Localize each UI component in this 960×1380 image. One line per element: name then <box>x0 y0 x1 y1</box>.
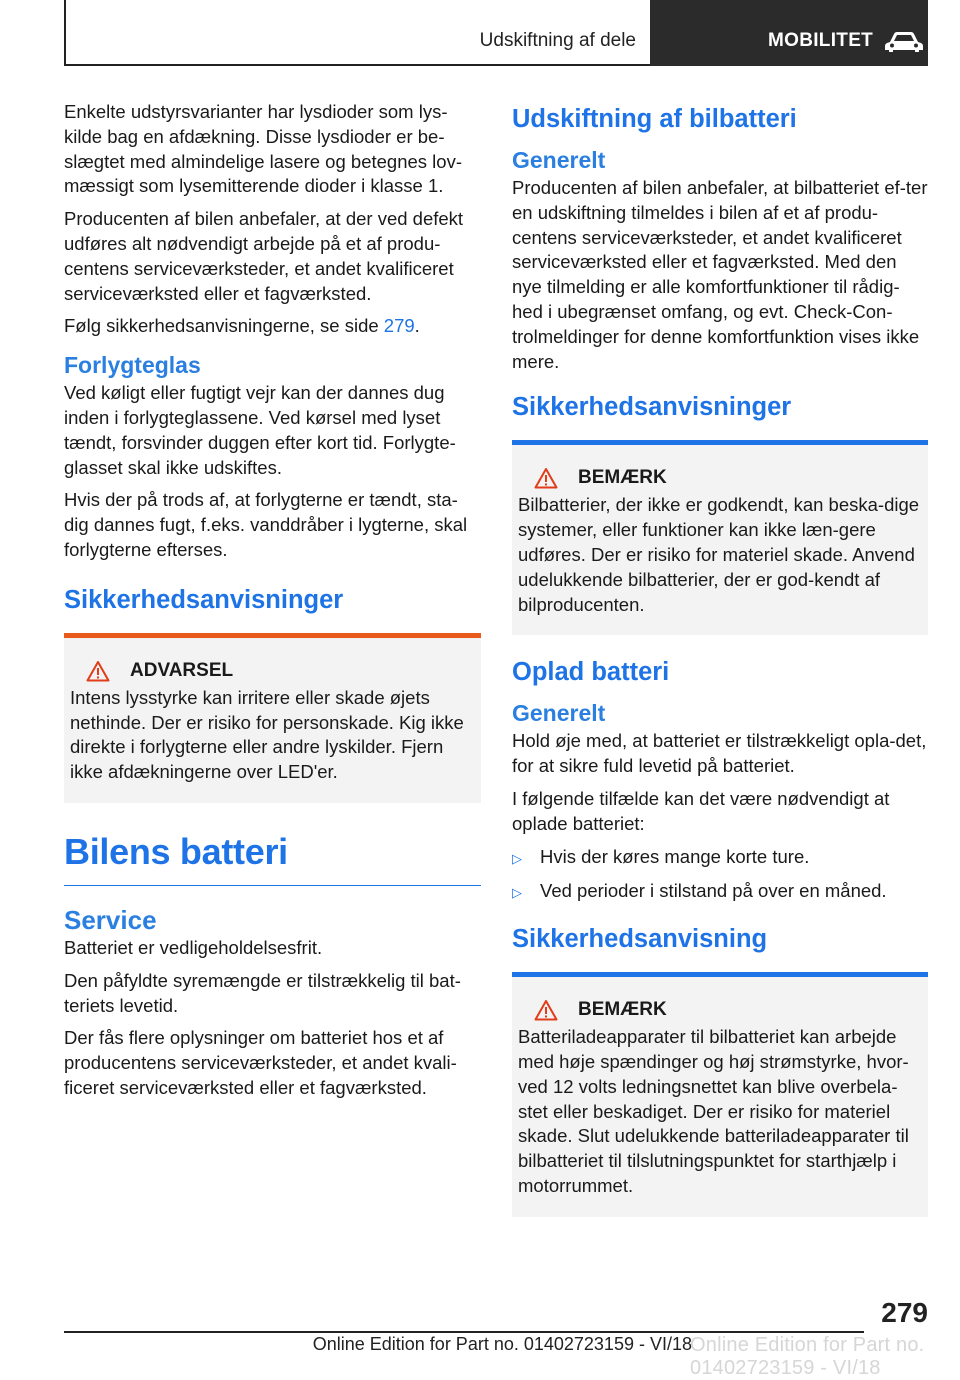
footer-divider <box>64 1331 864 1333</box>
paragraph: Batteriet er vedligeholdelsesfrit. <box>64 936 323 958</box>
left-column <box>64 100 481 1109</box>
notice-box <box>512 440 928 635</box>
paragraph: Producenten af bilen anbefaler, at der ved defekt udføres alt nødvendigt arbejde på et af produ-centens serviceværksteder, et andet kvalificeret serviceværksted eller et fagværksted. <box>64 208 464 304</box>
page-number: 279 <box>881 1297 928 1328</box>
subheading-generelt: Generelt <box>512 700 606 727</box>
paragraph: Der fås flere oplysninger om batteriet hos et af producentens serviceværksteder, et andet kvali-ficeret serviceværksted eller et fagværksted. <box>64 1027 457 1098</box>
warning-title: ADVARSEL <box>70 660 475 682</box>
notice-box <box>512 972 928 1217</box>
paragraph: Den påfyldte syremængde er tilstrækkelig til bat-teriets levetid. <box>64 969 461 1016</box>
chapter-tab[interactable]: MOBILITET <box>650 0 928 66</box>
subheading-forlygteglas: Forlygteglas <box>64 352 201 379</box>
paragraph: Følg sikkerhedsanvisningerne, se side 279. <box>64 315 420 337</box>
heading-sikkerhedsanvisning: Sikkerhedsanvisning <box>512 925 768 954</box>
right-column <box>512 100 928 1235</box>
paragraph: Ved køligt eller fugtigt vejr kan der dannes dug inden i forlygteglassene. Ved kørsel med lyset tændt, forsvinder duggen efter kort tid. Forlygte-glasset skal ikke udskiftes. <box>64 382 456 478</box>
triangle-bullet-icon: ▷ <box>512 885 522 901</box>
warning-icon <box>534 999 558 1021</box>
paragraph: Enkelte udstyrsvarianter har lysdioder som lys-kilde bag en afdækning. Disse lysdioder er be-slægtet med almindelige lasere og betegnes lov-mæssigt som lysemitterende dioder i klasse 1. <box>64 101 462 197</box>
chapter-heading: Bilens batteri <box>64 831 481 886</box>
heading-udskiftning: Udskiftning af bilbatteri <box>512 105 797 133</box>
warning-box <box>64 633 481 803</box>
paragraph: Hvis der på trods af, at forlygterne er tændt, sta-dig dannes fugt, f.eks. vanddråber i lygterne, skal forlygterne efterses. <box>64 489 468 560</box>
warning-icon <box>534 467 558 489</box>
heading-sikkerhedsanvisninger: Sikkerhedsanvisninger <box>512 393 792 422</box>
paragraph: Producenten af bilen anbefaler, at bilbatteriet ef-ter en udskiftning tilmeldes i bilen af et af produ-centens serviceværksteder, et andet kvalificeret serviceværksted eller et fagværksted. Med den nye tilmelding er alle komfortfunktioner til rådig-hed i ubegrænset omfang, og evt. Check-Con-trolmeldinger for denne komfortfunktion vises ikke mere. <box>512 177 928 372</box>
subheading-service: Service <box>64 904 157 935</box>
footer-edition: Online Edition for Part no. 01402723159 - VI/18 <box>312 1334 692 1354</box>
heading-oplad-batteri: Oplad batteri <box>512 658 670 687</box>
list-item: ▷ Ved perioder i stilstand på over en måned. <box>512 879 928 906</box>
warning-text: Intens lysstyrke kan irritere eller skade øjets nethinde. Der er risiko for personskade. Kig ikke direkte i forlygterne eller andre lyskilder. Fjern ikke afdækningerne over LED'er. <box>70 686 464 783</box>
footer-watermark: Online Edition for Part no. 01402723159 - VI/18 <box>690 1334 925 1379</box>
page-link[interactable]: 279 <box>383 315 415 337</box>
section-title: Udskiftning af dele <box>479 30 636 51</box>
notice-text: Bilbatterier, der ikke er godkendt, kan beska-dige systemer, eller funktioner kan ikke læn-gere udføres. Der er risiko for materiel skade. Anvend udelukkende bilbatterier, der er god-kendt af bilproducenten. <box>518 494 920 615</box>
subheading-generelt: Generelt <box>512 147 606 173</box>
warning-icon <box>86 660 110 682</box>
notice-title: BEMÆRK <box>518 999 922 1021</box>
car-icon <box>884 30 924 54</box>
triangle-bullet-icon: ▷ <box>512 850 522 866</box>
list-item: ▷ Hvis der køres mange korte ture. <box>512 845 928 872</box>
paragraph: I følgende tilfælde kan det være nødvendigt at oplade batteriet: <box>512 787 890 834</box>
notice-title: BEMÆRK <box>518 467 922 489</box>
paragraph: Hold øje med, at batteriet er tilstrækkeligt opla-det, for at sikre fuld levetid på batteriet. <box>512 730 927 777</box>
notice-text: Batteriladeapparater til bilbatteriet kan arbejde med høje spændinger og høj strømstyrke, hvor-ved 12 volts ledningsnettet kan blive overbela-stet eller beskadiget. Der er risiko for materiel skade. Slut udelukkende batteriladeapparater til bilbatteriet til tilslutningspunktet for starthjælp i motorrummet. <box>518 1026 909 1196</box>
bullet-list <box>512 845 928 907</box>
heading-sikkerhedsanvisninger: Sikkerhedsanvisninger <box>64 585 344 614</box>
